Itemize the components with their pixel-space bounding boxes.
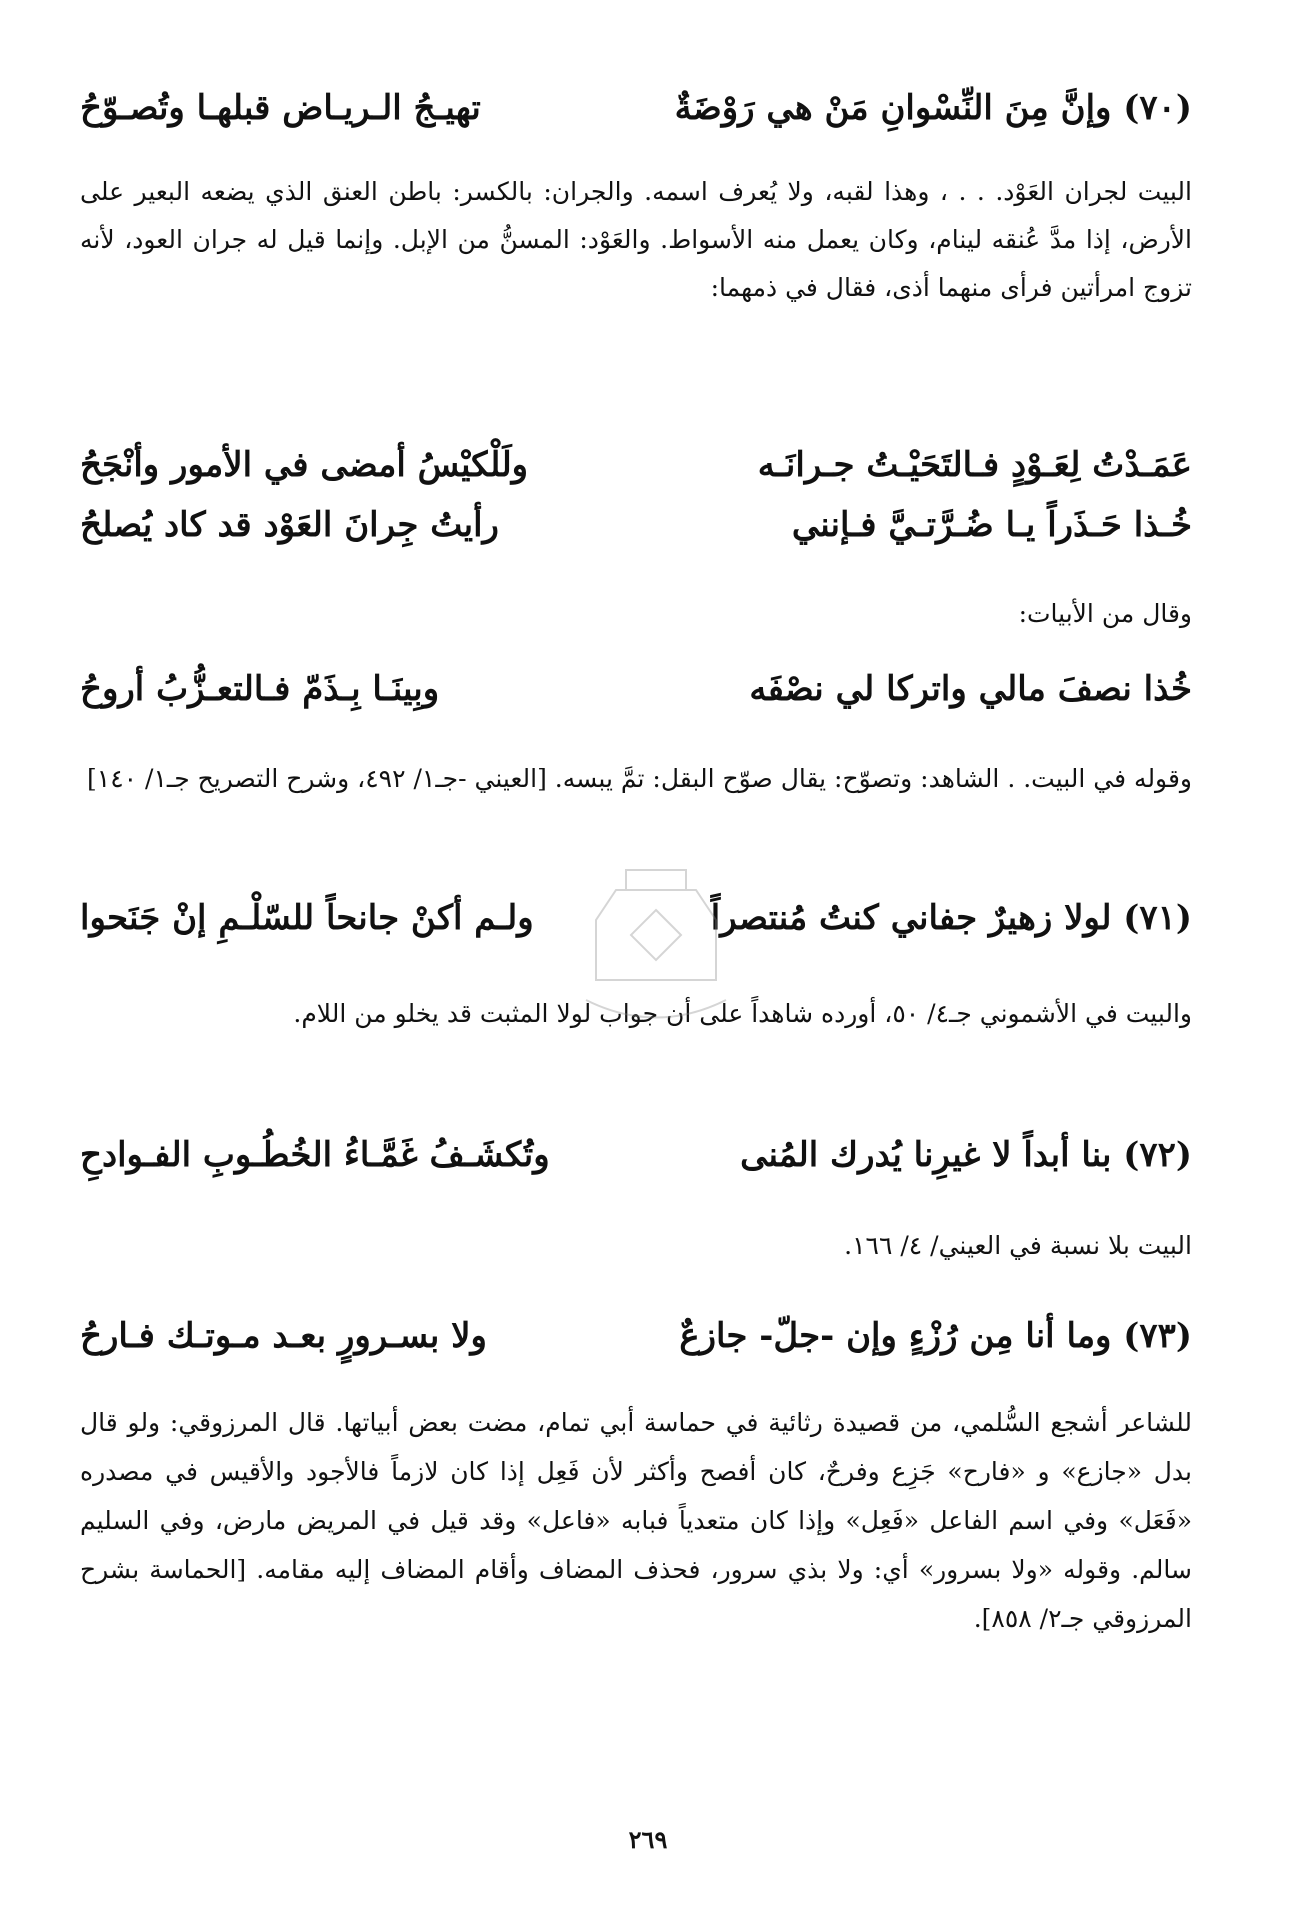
commentary-paragraph: والبيت في الأشموني جـ٤/ ٥٠، أورده شاهداً على أن جواب لولا المثبت قد يخلو من اللام. — [293, 999, 1192, 1028]
hemistich-second: تهيـجُ الـريـاض قبلهـا وتُصـوّحُ — [80, 88, 481, 128]
hemistich-second: ولـم أكنْ جانحاً للسّلْـمِ إنْ جَنَحوا — [80, 898, 534, 938]
quoted-verse — [80, 664, 1192, 714]
verse-entry-73 — [80, 1306, 1192, 1366]
hemistich-first: خُـذا حَـذَراً يـا ضُـرَّتـيَّ فـإنني — [791, 505, 1192, 545]
hemistich-second: رأيتُ جِرانَ العَوْد قد كاد يُصلحُ — [80, 505, 499, 545]
hemistich-second: ولا بسـرورٍ بعـد مـوتـك فـارحُ — [80, 1316, 487, 1356]
hemistich-first: (٧٢) بنا أبداً لا غيرِنا يُدرك المُنى — [740, 1135, 1192, 1175]
commentary-paragraph: وقوله في البيت. . الشاهد: وتصوّح: يقال صوّح البقل: تمَّ يبسه. [العيني -جـ١/ ٤٩٢، وشرح التصريح جـ١/ ١٤٠] — [87, 764, 1192, 793]
commentary-paragraph: البيت لجران العَوْد. . . ، وهذا لقبه، ولا يُعرف اسمه. والجران: بالكسر: باطن العنق الذي يضعه البعير على الأرض، إذا مدَّ عُنقه لينام، وكان يعمل منه الأسواط. والعَوْد: المسنُّ من الإبل. وإنما قيل له جران العود، لأنه تزوج امرأتين فرأى منهما أذى، فقال في ذمهما: — [80, 177, 1192, 302]
hemistich-second: وبِينَـا بِـذَمّ فـالتعـزُّبُ أروحُ — [80, 669, 440, 709]
page-number: ٢٦٩ — [628, 1825, 668, 1854]
verse-entry-72 — [80, 1125, 1192, 1185]
hemistich-second: وتُكشَـفُ غَمَّـاءُ الخُطُـوبِ الفـوادحِ — [80, 1135, 550, 1175]
verse-entry-70 — [80, 78, 1192, 138]
quoted-verse — [80, 500, 1192, 550]
quoted-verse — [80, 440, 1192, 490]
commentary-paragraph: البيت بلا نسبة في العيني/ ٤/ ١٦٦. — [844, 1231, 1192, 1260]
commentary-paragraph: وقال من الأبيات: — [1018, 599, 1192, 628]
hemistich-second: ولَلْكيْسُ أمضى في الأمور وأنْجَحُ — [80, 445, 529, 485]
hemistich-first: (٧١) لولا زهيرٌ جفاني كنتُ مُنتصراً — [710, 898, 1192, 938]
hemistich-first: عَمَـدْتُ لِعَـوْدٍ فـالتَحَيْـتُ جـرانَـه — [757, 445, 1192, 485]
hemistich-first: (٧٣) وما أنا مِن رُزْءٍ وإن -جلّ- جازعٌ — [679, 1316, 1192, 1356]
hemistich-first: (٧٠) وإنَّ مِنَ النِّسْوانِ مَنْ هي رَوْضَةٌ — [674, 88, 1192, 128]
library-seal-watermark — [556, 850, 756, 1050]
commentary-paragraph: للشاعر أشجع السُّلمي، من قصيدة رثائية في حماسة أبي تمام، مضت بعض أبياتها. قال المرزوقي: ولو قال بدل «جازع» و «فارح» جَزِع وفرحٌ، كان أفصح وأكثر لأن فَعِل إذا كان لازماً فالأجود والأقيس في مصدره «فَعَل» وفي اسم الفاعل «فَعِل» وإذا كان متعدياً فبابه «فاعل» وقد قيل في المريض مارض، وفي السليم سالم. وقوله «ولا بسرور» أي: ولا بذي سرور، فحذف المضاف وأقام المضاف إليه مقامه. [الحماسة بشرح المرزوقي جـ٢/ ٨٥٨]. — [80, 1408, 1192, 1633]
hemistich-first: خُذا نصفَ مالي واتركا لي نصْفَه — [749, 669, 1192, 709]
